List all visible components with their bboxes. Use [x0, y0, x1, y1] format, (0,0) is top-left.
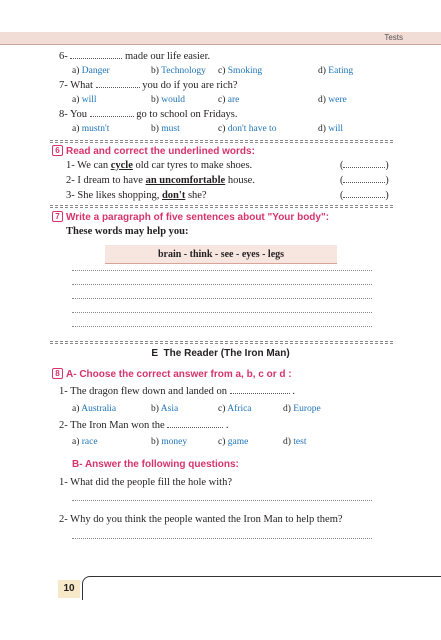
answer-slot[interactable]: ( ): [340, 175, 389, 186]
blank[interactable]: [70, 51, 122, 59]
q8-question-2: 2- Why do you think the people wanted the Iron Man to help them?: [59, 514, 343, 525]
answer-line[interactable]: [72, 500, 372, 501]
helper-words-box: brain - think - see - eyes - legs: [105, 245, 337, 264]
footer-rule: [82, 576, 441, 600]
answer-line[interactable]: [72, 538, 372, 539]
q6-item-1: 1- We can cycle old car tyres to make shoes.: [66, 160, 253, 171]
option-8d: d) will: [318, 124, 344, 134]
blank[interactable]: [230, 386, 290, 394]
blank[interactable]: [167, 420, 223, 428]
section-title: E The Reader (The Iron Man): [151, 348, 290, 359]
question-7: 7- What you do if you are rich?: [59, 80, 238, 91]
option-8a: a) mustn't: [72, 124, 110, 134]
writing-line[interactable]: [72, 270, 372, 271]
option-2a: a) race: [72, 437, 98, 447]
q7-hint: These words may help you:: [66, 226, 189, 237]
option-7a: a) will: [72, 95, 97, 105]
option-1c: c) Africa: [218, 404, 252, 414]
option-6b: b) Technology: [151, 66, 206, 76]
q6-item-3: 3- She likes shopping, don't she?: [66, 190, 207, 201]
question-8: 8- You go to school on Fridays.: [59, 109, 238, 120]
option-7d: d) were: [318, 95, 347, 105]
question-number: 8: [52, 368, 63, 379]
page-number: 10: [58, 580, 80, 598]
q7-heading: 7 Write a paragraph of five sentences about "Your body":: [52, 211, 329, 223]
q8-part-b-heading: B- Answer the following questions:: [72, 459, 239, 470]
q8-item-1: 1- The dragon flew down and landed on .: [59, 386, 295, 397]
options-6: a) Danger: [72, 66, 110, 76]
option-8b: b) must: [151, 124, 180, 134]
blank[interactable]: [90, 109, 134, 117]
divider: [50, 341, 393, 344]
option-7c: c) are: [218, 95, 240, 105]
answer-slot[interactable]: ( ): [340, 190, 389, 201]
q6-item-2: 2- I dream to have an uncomfortable house.: [66, 175, 255, 186]
answer-slot[interactable]: ( ): [340, 160, 389, 171]
q8-item-2: 2- The Iron Man won the .: [59, 420, 229, 431]
question-number: 7: [52, 211, 63, 222]
option-7b: b) would: [151, 95, 186, 105]
writing-line[interactable]: [72, 284, 372, 285]
option-1a: a) Australia: [72, 404, 117, 414]
option-1d: d) Europe: [283, 404, 321, 414]
option-6c: c) Smoking: [218, 66, 263, 76]
option-2d: d) test: [283, 437, 307, 447]
question-number: 6: [52, 145, 63, 156]
option-1b: b) Asia: [151, 404, 179, 414]
option-8c: c) don't have to: [218, 124, 277, 134]
writing-line[interactable]: [72, 298, 372, 299]
divider: [50, 140, 393, 143]
q8-question-1: 1- What did the people fill the hole with?: [59, 477, 233, 488]
header-label: Tests: [384, 33, 403, 42]
q8-heading: 8 A- Choose the correct answer from a, b, c or d :: [52, 368, 292, 380]
header-bar: [0, 32, 441, 44]
writing-line[interactable]: [72, 326, 372, 327]
divider: [50, 205, 393, 208]
option-6d: d) Eating: [318, 66, 354, 76]
header-divider: [0, 44, 441, 45]
q6-heading: 6 Read and correct the underlined words:: [52, 145, 255, 157]
blank[interactable]: [96, 80, 140, 88]
question-6: 6- made our life easier.: [59, 51, 211, 62]
option-2c: c) game: [218, 437, 249, 447]
option-2b: b) money: [151, 437, 188, 447]
writing-line[interactable]: [72, 312, 372, 313]
